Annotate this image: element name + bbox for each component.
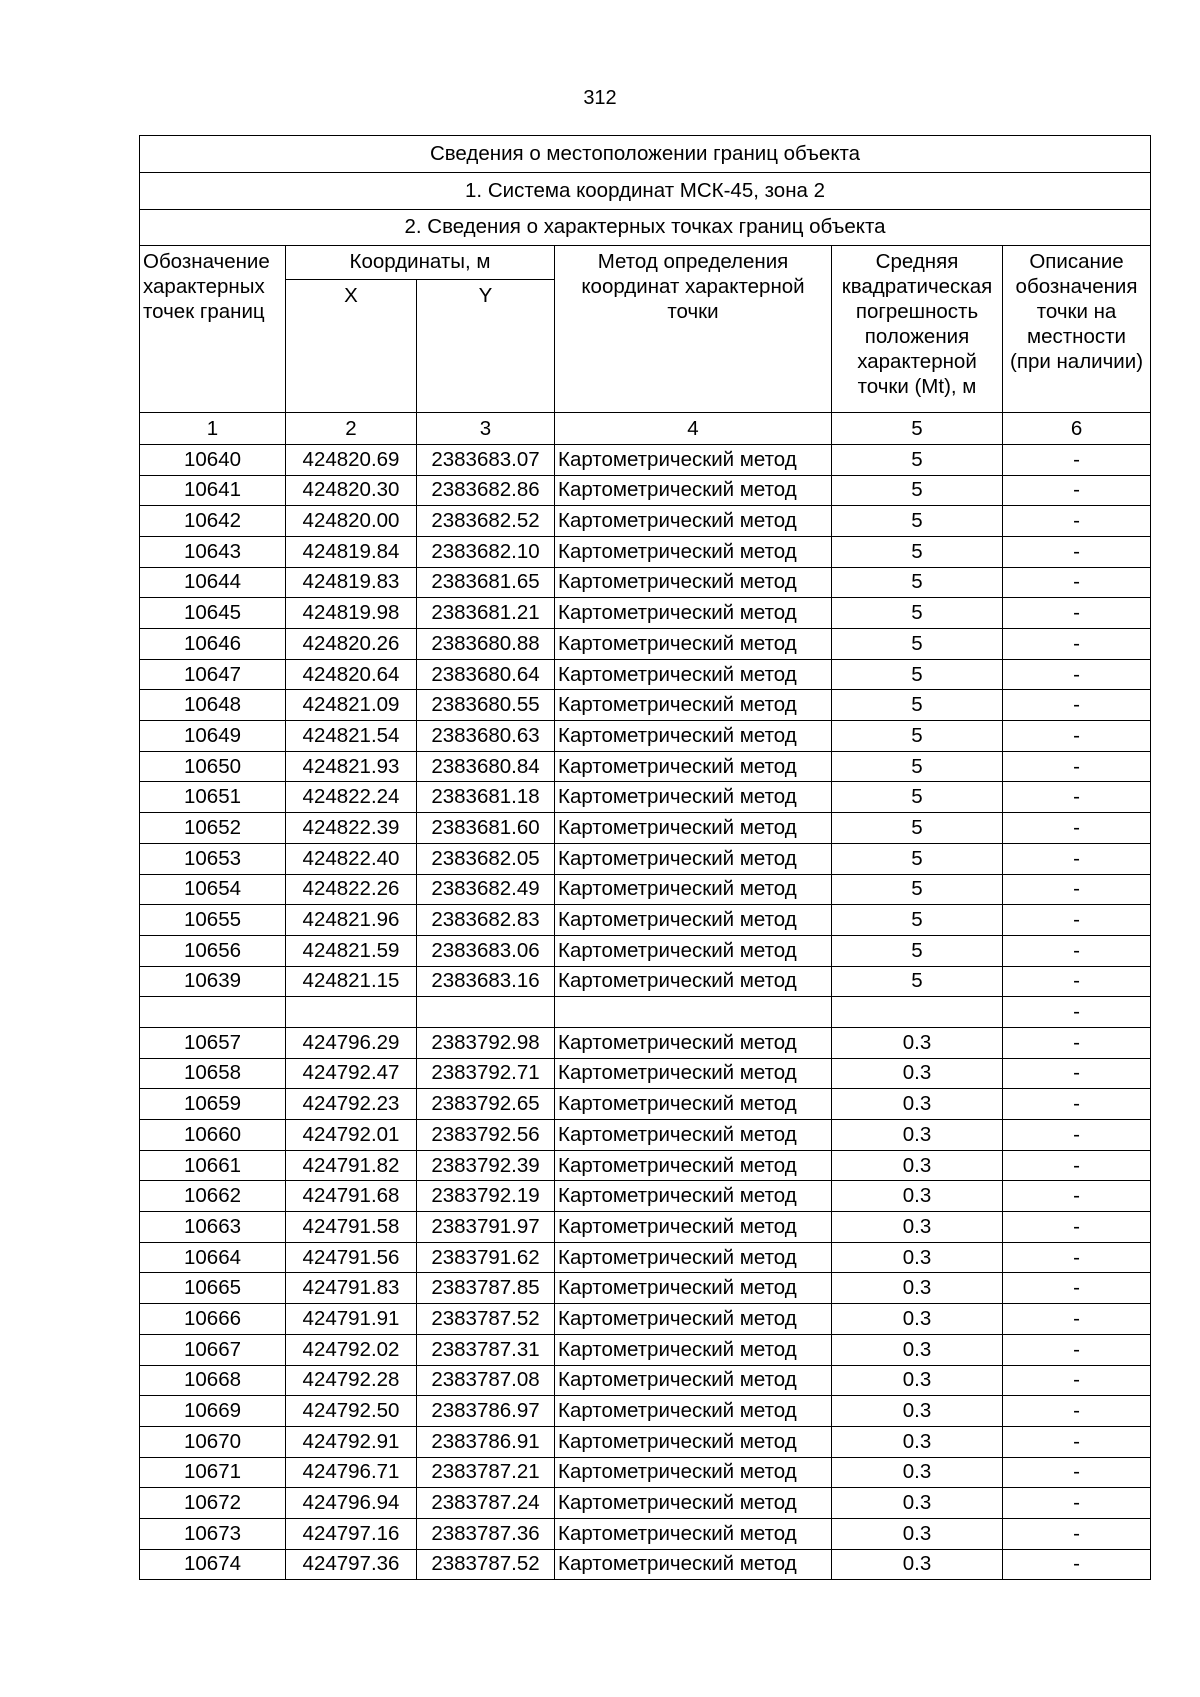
y-coordinate-cell: 2383681.60 [417,813,555,844]
point-id-cell: 10672 [140,1488,286,1519]
method-cell: Картометрический метод [555,874,832,905]
column-number: 3 [417,413,555,445]
table-title: Сведения о местоположении границ объекта [140,136,1151,173]
table-row [140,475,1151,506]
table-row [140,1488,1151,1519]
error-cell: 5 [832,629,1003,660]
description-cell: - [1003,629,1151,660]
header-x: X [286,280,417,413]
y-coordinate-cell: 2383792.98 [417,1027,555,1058]
x-coordinate-cell: 424792.47 [286,1058,417,1089]
y-coordinate-cell: 2383682.10 [417,536,555,567]
table-row [140,1396,1151,1427]
method-cell: Картометрический метод [555,475,832,506]
x-coordinate-cell: 424791.83 [286,1273,417,1304]
table-row [140,1549,1151,1580]
point-id-cell: 10669 [140,1396,286,1427]
header-description: Описание обозначения точки на местности (при наличии) [1003,246,1151,413]
column-number: 6 [1003,413,1151,445]
x-coordinate-cell: 424792.50 [286,1396,417,1427]
table-row [140,1181,1151,1212]
table-row [140,1027,1151,1058]
y-coordinate-cell: 2383792.19 [417,1181,555,1212]
x-coordinate-cell: 424821.09 [286,690,417,721]
method-cell: Картометрический метод [555,813,832,844]
method-cell: Картометрический метод [555,506,832,537]
method-cell: Картометрический метод [555,536,832,567]
x-coordinate-cell: 424797.16 [286,1518,417,1549]
error-cell: 0.3 [832,1488,1003,1519]
error-cell: 5 [832,843,1003,874]
error-cell: 5 [832,475,1003,506]
y-coordinate-cell: 2383787.08 [417,1365,555,1396]
x-coordinate-cell: 424820.00 [286,506,417,537]
y-coordinate-cell: 2383787.24 [417,1488,555,1519]
method-cell [555,997,832,1028]
error-cell: 0.3 [832,1273,1003,1304]
description-cell: - [1003,843,1151,874]
header-error: Средняя квадратическая погрешность положения характерной точки (Mt), м [832,246,1003,413]
point-id-cell: 10668 [140,1365,286,1396]
x-coordinate-cell: 424820.26 [286,629,417,660]
table-row [140,782,1151,813]
method-cell: Картометрический метод [555,1212,832,1243]
table-row [140,1273,1151,1304]
point-id-cell: 10645 [140,598,286,629]
point-id-cell: 10671 [140,1457,286,1488]
description-cell: - [1003,690,1151,721]
error-cell: 0.3 [832,1304,1003,1335]
method-cell: Картометрический метод [555,1304,832,1335]
x-coordinate-cell [286,997,417,1028]
error-cell: 5 [832,567,1003,598]
error-cell: 0.3 [832,1242,1003,1273]
table-body [140,136,1151,1580]
x-coordinate-cell: 424821.96 [286,905,417,936]
point-id-cell: 10652 [140,813,286,844]
error-cell: 0.3 [832,1027,1003,1058]
method-cell: Картометрический метод [555,1457,832,1488]
point-id-cell: 10649 [140,721,286,752]
table-row [140,506,1151,537]
description-cell: - [1003,1304,1151,1335]
x-coordinate-cell: 424820.64 [286,659,417,690]
table-row [140,905,1151,936]
header-row-top [140,246,1151,280]
column-number: 5 [832,413,1003,445]
points-section-title: 2. Сведения о характерных точках границ объекта [140,209,1151,246]
y-coordinate-cell: 2383680.63 [417,721,555,752]
method-cell: Картометрический метод [555,1089,832,1120]
method-cell: Картометрический метод [555,843,832,874]
description-cell: - [1003,1457,1151,1488]
error-cell: 5 [832,751,1003,782]
method-cell: Картометрический метод [555,751,832,782]
description-cell: - [1003,1058,1151,1089]
y-coordinate-cell: 2383682.05 [417,843,555,874]
error-cell: 0.3 [832,1518,1003,1549]
x-coordinate-cell: 424796.94 [286,1488,417,1519]
description-cell: - [1003,935,1151,966]
description-cell: - [1003,1365,1151,1396]
method-cell: Картометрический метод [555,1518,832,1549]
error-cell: 0.3 [832,1396,1003,1427]
table-row [140,567,1151,598]
description-cell: - [1003,751,1151,782]
error-cell: 5 [832,935,1003,966]
point-id-cell: 10667 [140,1334,286,1365]
method-cell: Картометрический метод [555,444,832,475]
point-id-cell: 10663 [140,1212,286,1243]
table-row [140,1304,1151,1335]
point-id-cell: 10639 [140,966,286,997]
x-coordinate-cell: 424796.29 [286,1027,417,1058]
table-row [140,843,1151,874]
y-coordinate-cell: 2383792.65 [417,1089,555,1120]
table-row [140,721,1151,752]
y-coordinate-cell: 2383792.39 [417,1150,555,1181]
y-coordinate-cell: 2383683.07 [417,444,555,475]
method-cell: Картометрический метод [555,1150,832,1181]
method-cell: Картометрический метод [555,690,832,721]
x-coordinate-cell: 424819.98 [286,598,417,629]
table-row [140,690,1151,721]
x-coordinate-cell: 424791.56 [286,1242,417,1273]
y-coordinate-cell [417,997,555,1028]
x-coordinate-cell: 424821.54 [286,721,417,752]
table-title-row [140,136,1151,173]
description-cell: - [1003,813,1151,844]
point-id-cell: 10659 [140,1089,286,1120]
description-cell: - [1003,1426,1151,1457]
point-id-cell: 10641 [140,475,286,506]
method-cell: Картометрический метод [555,629,832,660]
point-id-cell: 10651 [140,782,286,813]
table-row [140,874,1151,905]
header-method: Метод определения координат характерной точки [555,246,832,413]
point-id-cell: 10665 [140,1273,286,1304]
error-cell: 5 [832,813,1003,844]
header-y: Y [417,280,555,413]
x-coordinate-cell: 424821.59 [286,935,417,966]
method-cell: Картометрический метод [555,598,832,629]
description-cell: - [1003,1549,1151,1580]
x-coordinate-cell: 424822.39 [286,813,417,844]
y-coordinate-cell: 2383787.21 [417,1457,555,1488]
x-coordinate-cell: 424791.91 [286,1304,417,1335]
column-numbers-row [140,413,1151,445]
description-cell: - [1003,1396,1151,1427]
error-cell: 5 [832,659,1003,690]
column-number: 2 [286,413,417,445]
point-id-cell: 10670 [140,1426,286,1457]
method-cell: Картометрический метод [555,782,832,813]
point-id-cell: 10654 [140,874,286,905]
error-cell: 0.3 [832,1181,1003,1212]
description-cell: - [1003,1488,1151,1519]
boundary-points-table [139,135,1151,1580]
y-coordinate-cell: 2383681.65 [417,567,555,598]
x-coordinate-cell: 424819.83 [286,567,417,598]
table-row [140,997,1151,1028]
point-id-cell: 10644 [140,567,286,598]
point-id-cell: 10648 [140,690,286,721]
x-coordinate-cell: 424791.82 [286,1150,417,1181]
y-coordinate-cell: 2383681.21 [417,598,555,629]
table-row [140,1242,1151,1273]
point-id-cell: 10658 [140,1058,286,1089]
method-cell: Картометрический метод [555,1181,832,1212]
description-cell: - [1003,506,1151,537]
y-coordinate-cell: 2383680.88 [417,629,555,660]
coordinate-system-row [140,172,1151,209]
y-coordinate-cell: 2383682.86 [417,475,555,506]
error-cell: 5 [832,690,1003,721]
method-cell: Картометрический метод [555,1058,832,1089]
x-coordinate-cell: 424791.68 [286,1181,417,1212]
x-coordinate-cell: 424796.71 [286,1457,417,1488]
point-id-cell: 10660 [140,1120,286,1151]
column-number: 1 [140,413,286,445]
y-coordinate-cell: 2383787.52 [417,1549,555,1580]
y-coordinate-cell: 2383681.18 [417,782,555,813]
error-cell: 5 [832,536,1003,567]
description-cell: - [1003,997,1151,1028]
x-coordinate-cell: 424797.36 [286,1549,417,1580]
y-coordinate-cell: 2383680.55 [417,690,555,721]
description-cell: - [1003,874,1151,905]
description-cell: - [1003,475,1151,506]
table-row [140,813,1151,844]
method-cell: Картометрический метод [555,1273,832,1304]
method-cell: Картометрический метод [555,966,832,997]
method-cell: Картометрический метод [555,1488,832,1519]
method-cell: Картометрический метод [555,1549,832,1580]
page-number: 312 [583,87,617,109]
description-cell: - [1003,1089,1151,1120]
error-cell: 5 [832,905,1003,936]
point-id-cell: 10662 [140,1181,286,1212]
y-coordinate-cell: 2383682.52 [417,506,555,537]
description-cell: - [1003,1181,1151,1212]
point-id-cell: 10650 [140,751,286,782]
y-coordinate-cell: 2383787.52 [417,1304,555,1335]
error-cell: 0.3 [832,1334,1003,1365]
x-coordinate-cell: 424819.84 [286,536,417,567]
point-id-cell [140,997,286,1028]
error-cell: 5 [832,444,1003,475]
coordinate-system-title: 1. Система координат МСК-45, зона 2 [140,172,1151,209]
error-cell: 0.3 [832,1365,1003,1396]
x-coordinate-cell: 424792.01 [286,1120,417,1151]
description-cell: - [1003,1518,1151,1549]
table-row [140,1089,1151,1120]
y-coordinate-cell: 2383786.97 [417,1396,555,1427]
error-cell: 5 [832,966,1003,997]
method-cell: Картометрический метод [555,1365,832,1396]
x-coordinate-cell: 424792.23 [286,1089,417,1120]
point-id-cell: 10674 [140,1549,286,1580]
point-id-cell: 10643 [140,536,286,567]
x-coordinate-cell: 424820.30 [286,475,417,506]
y-coordinate-cell: 2383683.16 [417,966,555,997]
method-cell: Картометрический метод [555,1426,832,1457]
error-cell: 0.3 [832,1212,1003,1243]
method-cell: Картометрический метод [555,1242,832,1273]
x-coordinate-cell: 424792.91 [286,1426,417,1457]
y-coordinate-cell: 2383680.84 [417,751,555,782]
error-cell: 5 [832,721,1003,752]
error-cell: 0.3 [832,1150,1003,1181]
method-cell: Картометрический метод [555,905,832,936]
description-cell: - [1003,598,1151,629]
x-coordinate-cell: 424791.58 [286,1212,417,1243]
point-id-cell: 10647 [140,659,286,690]
description-cell: - [1003,1027,1151,1058]
method-cell: Картометрический метод [555,1334,832,1365]
table-row [140,629,1151,660]
table-row [140,659,1151,690]
y-coordinate-cell: 2383787.36 [417,1518,555,1549]
y-coordinate-cell: 2383682.49 [417,874,555,905]
description-cell: - [1003,1120,1151,1151]
table-row [140,935,1151,966]
x-coordinate-cell: 424792.02 [286,1334,417,1365]
method-cell: Картометрический метод [555,1027,832,1058]
description-cell: - [1003,905,1151,936]
x-coordinate-cell: 424821.15 [286,966,417,997]
y-coordinate-cell: 2383792.56 [417,1120,555,1151]
error-cell: 0.3 [832,1120,1003,1151]
description-cell: - [1003,782,1151,813]
error-cell: 5 [832,506,1003,537]
description-cell: - [1003,1212,1151,1243]
y-coordinate-cell: 2383786.91 [417,1426,555,1457]
column-number: 4 [555,413,832,445]
x-coordinate-cell: 424822.26 [286,874,417,905]
table-row [140,1058,1151,1089]
error-cell: 5 [832,782,1003,813]
method-cell: Картометрический метод [555,935,832,966]
description-cell: - [1003,567,1151,598]
point-id-cell: 10656 [140,935,286,966]
points-section-row [140,209,1151,246]
description-cell: - [1003,1242,1151,1273]
table-row [140,536,1151,567]
point-id-cell: 10653 [140,843,286,874]
y-coordinate-cell: 2383787.31 [417,1334,555,1365]
description-cell: - [1003,721,1151,752]
table-row [140,966,1151,997]
description-cell: - [1003,1334,1151,1365]
error-cell: 0.3 [832,1549,1003,1580]
point-id-cell: 10673 [140,1518,286,1549]
description-cell: - [1003,1150,1151,1181]
error-cell: 5 [832,874,1003,905]
table-row [140,751,1151,782]
error-cell: 0.3 [832,1058,1003,1089]
description-cell: - [1003,966,1151,997]
y-coordinate-cell: 2383791.62 [417,1242,555,1273]
table-row [140,1212,1151,1243]
y-coordinate-cell: 2383682.83 [417,905,555,936]
table-row [140,598,1151,629]
table-row [140,444,1151,475]
description-cell: - [1003,659,1151,690]
error-cell: 5 [832,598,1003,629]
error-cell: 0.3 [832,1089,1003,1120]
description-cell: - [1003,536,1151,567]
table-row [140,1426,1151,1457]
method-cell: Картометрический метод [555,721,832,752]
method-cell: Картометрический метод [555,1396,832,1427]
point-id-cell: 10640 [140,444,286,475]
error-cell: 0.3 [832,1457,1003,1488]
method-cell: Картометрический метод [555,1120,832,1151]
description-cell: - [1003,1273,1151,1304]
x-coordinate-cell: 424821.93 [286,751,417,782]
table-row [140,1365,1151,1396]
table-row [140,1334,1151,1365]
y-coordinate-cell: 2383680.64 [417,659,555,690]
header-designation: Обозначение характерных точек границ [140,246,286,413]
x-coordinate-cell: 424822.24 [286,782,417,813]
table-row [140,1518,1151,1549]
x-coordinate-cell: 424792.28 [286,1365,417,1396]
y-coordinate-cell: 2383787.85 [417,1273,555,1304]
point-id-cell: 10655 [140,905,286,936]
table-row [140,1150,1151,1181]
table-row [140,1120,1151,1151]
point-id-cell: 10664 [140,1242,286,1273]
method-cell: Картометрический метод [555,659,832,690]
table-row [140,1457,1151,1488]
y-coordinate-cell: 2383792.71 [417,1058,555,1089]
description-cell: - [1003,444,1151,475]
point-id-cell: 10657 [140,1027,286,1058]
x-coordinate-cell: 424822.40 [286,843,417,874]
header-coordinates: Координаты, м [286,246,555,280]
method-cell: Картометрический метод [555,567,832,598]
y-coordinate-cell: 2383683.06 [417,935,555,966]
point-id-cell: 10646 [140,629,286,660]
y-coordinate-cell: 2383791.97 [417,1212,555,1243]
x-coordinate-cell: 424820.69 [286,444,417,475]
point-id-cell: 10666 [140,1304,286,1335]
point-id-cell: 10661 [140,1150,286,1181]
error-cell [832,997,1003,1028]
point-id-cell: 10642 [140,506,286,537]
error-cell: 0.3 [832,1426,1003,1457]
